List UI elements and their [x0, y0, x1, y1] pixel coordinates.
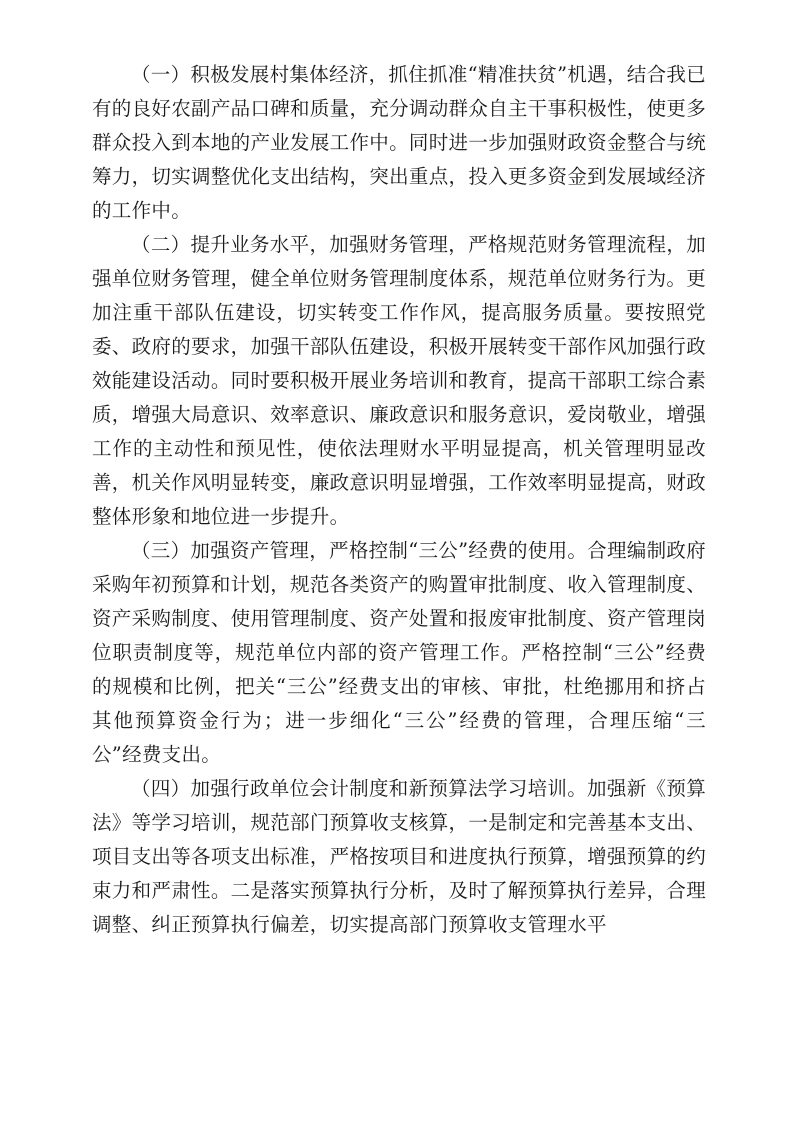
paragraph-3: （三）加强资产管理，严格控制“三公”经费的使用。合理编制政府采购年初预算和计划，规范各类资产的购置审批制度、收入管理制度、资产采购制度、使用管理制度、资产处置和报废审批制度、资产管理岗位职责制度等，规范单位内部的资产管理工作。严格控制“三公”经费的规模和比例，把关“三公”经费支出的审核、审批，杜绝挪用和挤占其他预算资金行为；进一步细化“三公”经费的管理，合理压缩“三公”经费支出。: [92, 539, 706, 766]
paragraph-2: （二）提升业务水平，加强财务管理，严格规范财务管理流程，加强单位财务管理，健全单位财务管理制度体系，规范单位财务行为。更加注重干部队伍建设，切实转变工作作风，提高服务质量。要按照党委、政府的要求，加强干部队伍建设，积极开展转变干部作风加强行政效能建设活动。同时要积极开展业务培训和教育，提高干部职工综合素质，增强大局意识、效率意识、廉政意识和服务意识，爱岗敬业，增强工作的主动性和预见性，使依法理财水平明显提高，机关管理明显改善，机关作风明显转变，廉政意识明显增强，工作效率明显提高，财政整体形象和地位进一步提升。: [92, 233, 706, 528]
document-body: [92, 58, 706, 942]
paragraph-4: （四）加强行政单位会计制度和新预算法学习培训。加强新《预算法》等学习培训，规范部门预算收支核算，一是制定和完善基本支出、项目支出等各项支出标准，严格按项目和进度执行预算，增强预算的约束力和严肃性。二是落实预算执行分析，及时了解预算执行差异，合理调整、纠正预算执行偏差，切实提高部门预算收支管理水平: [92, 777, 706, 936]
paragraph-1: （一）积极发展村集体经济，抓住抓准“精准扶贫”机遇，结合我已有的良好农副产品口碑和质量，充分调动群众自主干事积极性，使更多群众投入到本地的产业发展工作中。同时进一步加强财政资金整合与统筹力，切实调整优化支出结构，突出重点，投入更多资金到发展域经济的工作中。: [92, 63, 706, 222]
